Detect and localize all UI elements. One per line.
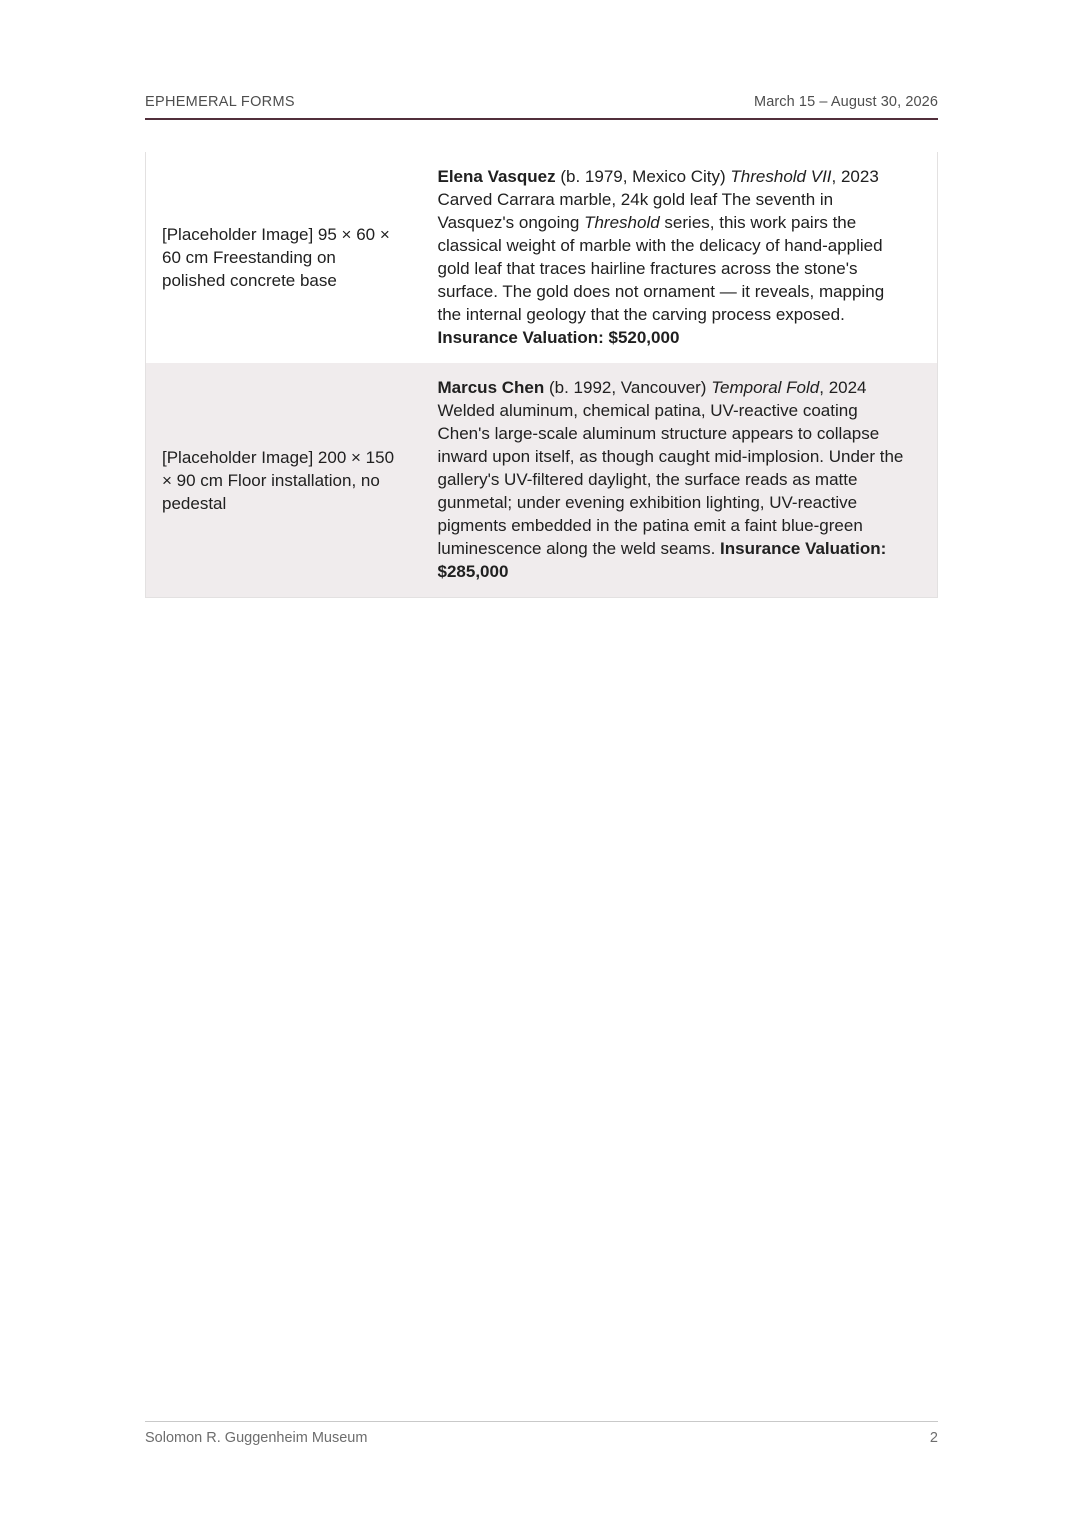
artwork-description: Marcus Chen (b. 1992, Vancouver) Temporal Fold, 2024 Welded aluminum, chemical patina, UV-reactive coating Chen's large-scale aluminum structure appears to collapse inward upon itself, as though caught mid-implosion. Under the gallery's UV-filtered daylight, the surface reads as matte gunmetal; under evening exhibition lighting, UV-reactive pigments embedded in the patina emit a faint blue-green luminescence along the weld seams. Insurance Valuation: $285,000 [437, 378, 904, 581]
table-row [146, 363, 938, 598]
footer-institution: Solomon R. Guggenheim Museum [145, 1430, 368, 1446]
artwork-description: Elena Vasquez (b. 1979, Mexico City) Threshold VII, 2023 Carved Carrara marble, 24k gold leaf The seventh in Vasquez's ongoing Threshold series, this work pairs the classical weight of marble with the delicacy of hand-applied gold leaf that traces hairline fractures across the stone's surface. The gold does not ornament — it reveals, mapping the internal geology that the carving process exposed. Insurance Valuation: $520,000 [437, 167, 885, 347]
page-header [145, 94, 938, 120]
artwork-image-placeholder-caption: [Placeholder Image] 95 × 60 × 60 cm Freestanding on polished concrete base [162, 225, 390, 290]
table-row [146, 152, 938, 363]
footer-page-number: 2 [929, 1430, 938, 1446]
exhibition-title: EPHEMERAL FORMS [145, 94, 295, 110]
artwork-table [145, 152, 938, 598]
artwork-image-placeholder-caption: [Placeholder Image] 200 × 150 × 90 cm Floor installation, no pedestal [162, 447, 395, 513]
exhibition-date-range: March 15 – August 30, 2026 [754, 94, 938, 110]
page-footer [145, 1421, 938, 1446]
